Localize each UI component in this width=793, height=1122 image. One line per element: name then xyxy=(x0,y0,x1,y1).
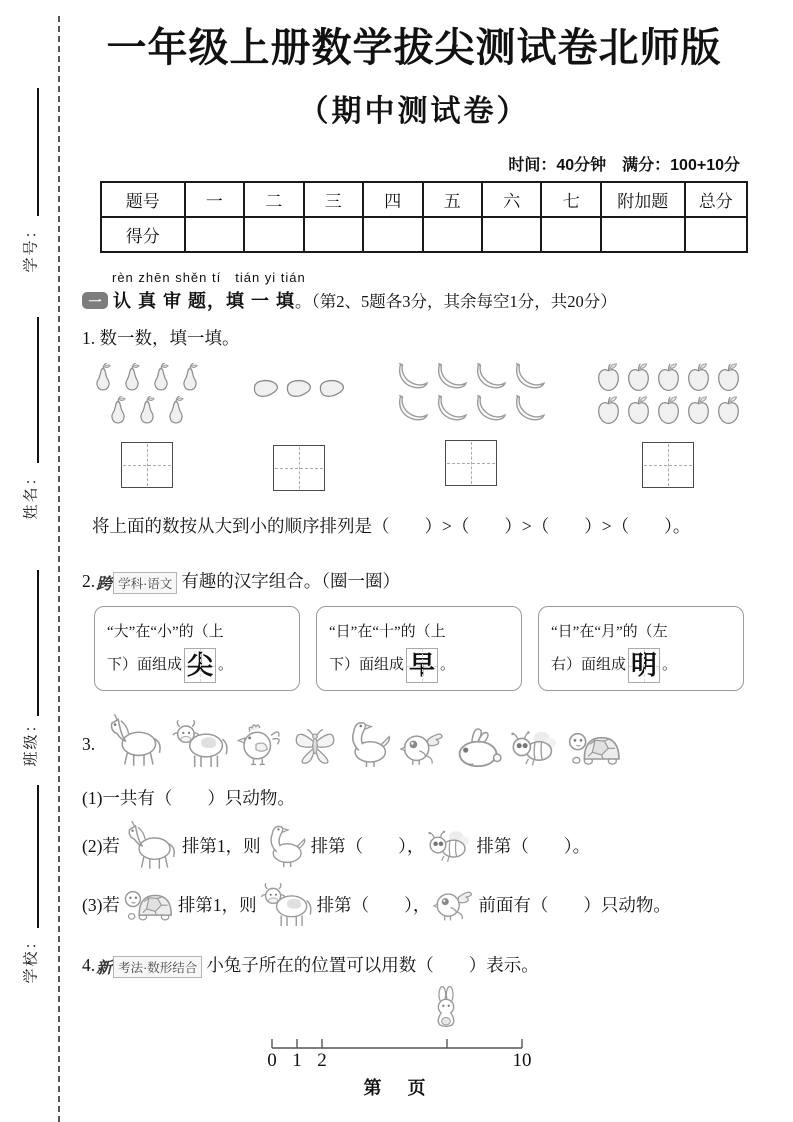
pear-icon xyxy=(119,362,145,393)
score-cell xyxy=(482,217,541,252)
character-box-line2: 下）面组成 xyxy=(329,657,405,674)
score-row-label: 得分 xyxy=(101,217,185,252)
rabbit-icon xyxy=(438,987,454,1027)
score-cell xyxy=(541,217,600,252)
question3-sub1: (1)一共有（ ）只动物。 xyxy=(82,788,295,809)
character-grid-zao: 早 xyxy=(406,648,438,683)
character-box-zao xyxy=(316,606,522,691)
apple-icon xyxy=(625,395,652,426)
fold-dashed-line xyxy=(58,16,60,1122)
sub3-text1: (3)若 xyxy=(82,894,120,915)
pear-icon xyxy=(90,362,116,393)
score-table-score-row xyxy=(101,217,747,252)
score-table-header-cell: 题号 xyxy=(101,182,185,217)
new-method-badge-prefix: 新 xyxy=(96,960,113,978)
animal-parade-row xyxy=(105,713,623,767)
character-box-line2: 右）面组成 xyxy=(551,657,627,674)
sub2-text4: 排第（ ）。 xyxy=(476,835,591,856)
cow-icon xyxy=(172,719,230,767)
bee-icon xyxy=(427,827,473,863)
number-line-figure xyxy=(248,984,748,1075)
score-cell xyxy=(601,217,685,252)
apple-icon xyxy=(625,362,652,393)
banana-count-answer-box xyxy=(445,440,497,486)
question2-number: 2. xyxy=(82,571,96,591)
banana-icon xyxy=(394,362,430,392)
chicken-icon xyxy=(237,719,285,767)
apple-icon xyxy=(655,395,682,426)
mango-icon xyxy=(317,378,347,398)
score-table-header-cell: 二 xyxy=(244,182,303,217)
apple-icon xyxy=(685,395,712,426)
new-method-badge-box: 考法·数形结合 xyxy=(113,956,202,978)
write-line xyxy=(37,785,39,928)
section-title: 认 真 审 题，填 一 填 xyxy=(113,291,296,311)
pear-icon xyxy=(177,362,203,393)
apple-icon xyxy=(595,395,622,426)
cross-subject-badge xyxy=(96,571,177,594)
mango-count-answer-box xyxy=(273,445,325,491)
fruit-count-groups xyxy=(90,360,742,491)
apple-icon xyxy=(685,362,712,393)
sub2-text2: 排第1，则 xyxy=(181,835,261,856)
banana-icon xyxy=(433,394,469,424)
character-box-ming xyxy=(538,606,744,691)
question3-sub3 xyxy=(82,882,748,926)
score-table-header-row xyxy=(101,182,747,217)
pear-icon xyxy=(148,362,174,393)
apple-pictures xyxy=(595,360,742,426)
score-cell xyxy=(185,217,244,252)
pear-group xyxy=(90,360,203,491)
class-label: 班级： xyxy=(23,715,40,767)
butterfly-icon xyxy=(292,727,338,767)
banana-icon xyxy=(511,362,547,392)
write-line xyxy=(37,88,39,216)
cow-icon xyxy=(260,882,314,926)
bird-icon xyxy=(433,886,475,922)
score-cell xyxy=(244,217,303,252)
score-table-header-cell: 三 xyxy=(304,182,363,217)
character-box-line1: “日”在“十”的（上 xyxy=(329,624,446,640)
apple-icon xyxy=(595,362,622,393)
mango-icon xyxy=(284,378,314,398)
score-table-header-cell: 一 xyxy=(185,182,244,217)
character-combination-boxes xyxy=(94,606,748,691)
sub3-text2: 排第1，则 xyxy=(177,894,257,915)
score-cell xyxy=(304,217,363,252)
tick-label-0: 0 xyxy=(267,1050,277,1071)
character-box-tail: 。 xyxy=(218,657,234,674)
question3 xyxy=(82,713,748,767)
score-cell xyxy=(363,217,422,252)
turtle-icon xyxy=(567,727,623,767)
mango-icon xyxy=(251,378,281,398)
school-label: 学校： xyxy=(23,932,40,984)
page-footer: 第 页 xyxy=(363,1078,430,1098)
apple-group xyxy=(595,360,742,491)
character-box-tail: 。 xyxy=(662,657,678,674)
banana-pictures xyxy=(394,360,547,424)
write-line xyxy=(37,317,39,463)
pear-icon xyxy=(163,395,189,426)
section-number-badge: 一 xyxy=(82,292,108,309)
pear-icon xyxy=(105,395,131,426)
banana-icon xyxy=(394,394,430,424)
pear-icon xyxy=(134,395,160,426)
character-grid-ming: 明 xyxy=(628,648,660,683)
banana-icon xyxy=(472,394,508,424)
number-line xyxy=(248,984,578,1070)
question4-label xyxy=(82,952,748,978)
horse-icon xyxy=(105,713,165,767)
tick-label-1: 1 xyxy=(292,1050,302,1071)
banana-icon xyxy=(433,362,469,392)
page-subtitle: （期中测试卷） xyxy=(298,95,530,128)
character-box-tail: 。 xyxy=(440,657,456,674)
score-table-header-cell: 七 xyxy=(541,182,600,217)
question2-label xyxy=(82,568,748,594)
exam-meta: 时间：40分钟 满分：100+10分 xyxy=(508,157,740,174)
banana-icon xyxy=(472,362,508,392)
question4-text: 小兔子所在的位置可以用数（ ）表示。 xyxy=(206,955,539,976)
score-table-header-cell: 总分 xyxy=(685,182,747,217)
section-pinyin: rèn zhēn shěn tí tián yi tián xyxy=(112,270,306,285)
character-box-line1: “日”在“月”的（左 xyxy=(551,624,668,640)
rabbit-icon xyxy=(453,727,503,767)
tick-label-2: 2 xyxy=(317,1050,327,1071)
question1-label: 1. 数一数，填一填。 xyxy=(82,328,240,348)
pear-count-answer-box xyxy=(121,442,173,488)
paper-content xyxy=(80,0,748,1075)
goose-icon xyxy=(264,823,308,867)
sub2-text3: 排第（ ）， xyxy=(310,835,425,856)
tick-label-10: 10 xyxy=(512,1050,532,1071)
character-box-line2: 下）面组成 xyxy=(107,657,183,674)
banana-icon xyxy=(511,394,547,424)
character-grid-jian: 尖 xyxy=(184,648,216,683)
sub3-text4: 前面有（ ）只动物。 xyxy=(478,894,671,915)
score-cell xyxy=(685,217,747,252)
cross-subject-badge-box: 学科·语文 xyxy=(113,572,177,594)
horse-icon xyxy=(123,820,179,870)
mango-pictures xyxy=(251,376,347,398)
sub3-text3: 排第（ ）， xyxy=(316,894,431,915)
question4-number: 4. xyxy=(82,955,96,976)
goose-icon xyxy=(345,719,393,767)
score-table-header-cell: 附加题 xyxy=(601,182,685,217)
apple-count-answer-box xyxy=(642,442,694,488)
bee-icon xyxy=(510,727,560,767)
score-cell xyxy=(423,217,482,252)
question1-ordering: 将上面的数按从大到小的顺序排列是（ ）>（ ）>（ ）>（ ）。 xyxy=(92,516,691,536)
sub2-text1: (2)若 xyxy=(82,835,120,856)
score-table xyxy=(100,181,748,253)
section-one xyxy=(82,267,748,313)
score-table-header-cell: 五 xyxy=(423,182,482,217)
apple-icon xyxy=(715,362,742,393)
name-label: 姓名： xyxy=(23,468,40,520)
pear-pictures xyxy=(90,360,203,426)
character-box-jian xyxy=(94,606,300,691)
banana-group xyxy=(394,360,547,491)
character-box-line1: “大”在“小”的（上 xyxy=(107,624,224,640)
turtle-icon xyxy=(123,885,175,923)
student-number-label: 学号： xyxy=(23,221,40,273)
question3-number: 3. xyxy=(82,733,96,754)
question2-text: 有趣的汉字组合。（圈一圈） xyxy=(181,571,401,591)
apple-icon xyxy=(715,395,742,426)
page-title: 一年级上册数学拔尖测试卷北师版 xyxy=(106,26,722,70)
mango-group xyxy=(251,360,347,491)
cross-subject-badge-prefix: 跨 xyxy=(96,576,113,593)
apple-icon xyxy=(655,362,682,393)
section-note: 。（第2、5题各3分，其余每空1分，共20分） xyxy=(295,292,617,311)
question3-sub2 xyxy=(82,820,748,870)
new-method-badge xyxy=(96,955,202,978)
score-table-header-cell: 四 xyxy=(363,182,422,217)
bird-icon xyxy=(400,727,446,767)
score-table-header-cell: 六 xyxy=(482,182,541,217)
write-line xyxy=(37,570,39,716)
